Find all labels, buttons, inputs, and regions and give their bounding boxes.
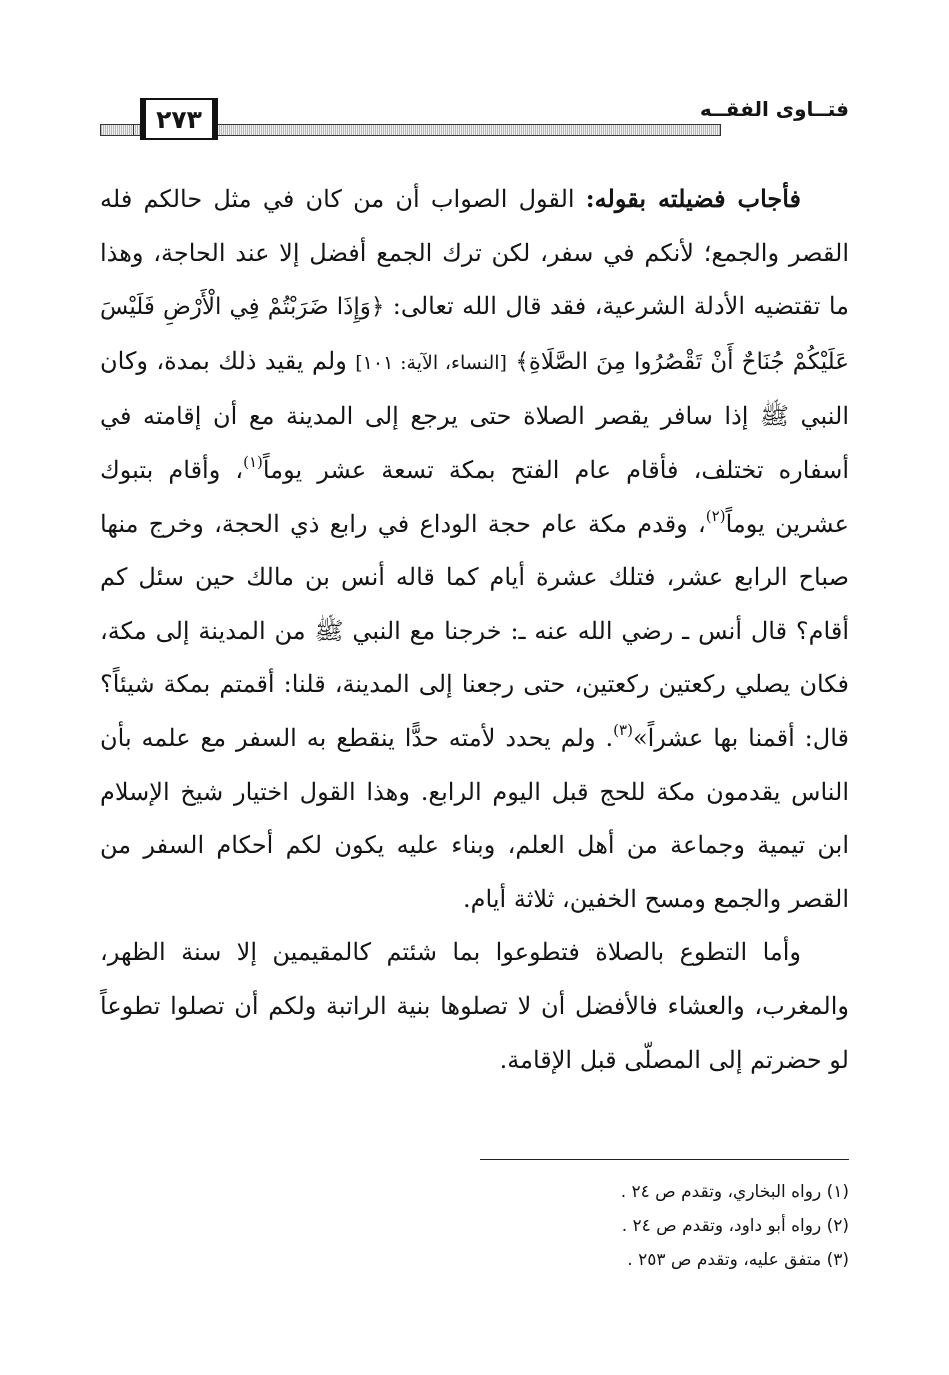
footnote-1: (١) رواه البخاري، وتقدم ص ٢٤ . bbox=[620, 1182, 849, 1202]
footnotes bbox=[100, 1175, 849, 1277]
footnote-3: (٣) متفق عليه، وتقدم ص ٢٥٣ . bbox=[627, 1250, 849, 1270]
header-ornament-bar-left bbox=[100, 124, 134, 136]
answer-text-d: ، وقدم مكة عام حجة الوداع في رابع ذي الحجة، وخرج منها صباح الرابع عشر، فتلك عشرة أيام كما قاله أنس بن مالك حين سئل كم أقام؟ قال أنس ـ رضي الله عنه ـ: خرجنا مع النبي ﷺ من المدينة إلى مكة، فكان يصلي ركعتين ركعتين، حتى رجعنا إلى المدينة، قلنا: أقمتم بمكة شيئاً؟ قال: أقمنا بها عشراً» bbox=[100, 509, 849, 752]
footnote-marker-3[interactable]: (٣) bbox=[613, 720, 633, 739]
fatwa-answer-text bbox=[100, 172, 849, 1087]
answer-paragraph-2: وأما التطوع بالصلاة فتطوعوا بما شئتم كالمقيمين إلا سنة الظهر، والمغرب، والعشاء فالأفضل أن لا تصلوها بنية الراتبة ولكم أن تصلوا تطوعاً لو حضرتم إلى المصلّى قبل الإقامة. bbox=[100, 938, 849, 1074]
footnote-marker-2[interactable]: (٢) bbox=[705, 506, 726, 525]
answer-text-b: ولم يقيد ذلك بمدة، وكان النبي ﷺ إذا سافر يقصر الصلاة حتى يرجع إلى المدينة مع أن إقامته في أسفاره تختلف، فأقام عام الفتح بمكة تسعة عشر يوماً bbox=[100, 346, 849, 484]
footnote-separator bbox=[480, 1159, 849, 1160]
answer-text-e: . ولم يحدد لأمته حدًّا ينقطع به السفر مع علمه بأن الناس يقدمون مكة للحج قبل اليوم الرابع. وهذا القول اختيار شيخ الإسلام ابن تيمية وجماعة من أهل العلم، وبناء عليه يكون لكم أحكام السفر من القصر والجمع ومسح الخفين، ثلاثة أيام. bbox=[100, 723, 849, 913]
answer-text-a: القول الصواب أن من كان في مثل حالكم فله القصر والجمع؛ لأنكم في سفر، لكن ترك الجمع أفضل إلا عند الحاجة، وهذا ما تقتضيه الأدلة الشرعية، فقد قال الله تعالى: bbox=[100, 185, 849, 321]
answer-paragraph-1 bbox=[100, 172, 849, 926]
page-number: ٢٧٣ bbox=[140, 98, 218, 140]
footnote-2: (٢) رواه أبو داود، وتقدم ص ٢٤ . bbox=[621, 1216, 849, 1236]
answer-lead: فأجاب فضيلته بقوله: bbox=[585, 184, 802, 213]
running-header-title: فتــاوى الفقــه bbox=[699, 97, 849, 121]
verse-reference: [النساء، الآية: ١٠١] bbox=[355, 351, 507, 374]
quran-verse: ﴿وَإِذَا ضَرَبْتُمْ فِي الْأَرْضِ فَلَيْسَ عَلَيْكُمْ جُنَاحٌ أَنْ تَقْصُرُوا مِنَ الصَّلَاةِ﴾ bbox=[100, 294, 850, 375]
answer-text-c: ، وأقام بتبوك عشرين يوماً bbox=[100, 455, 849, 538]
footnote-marker-1[interactable]: (١) bbox=[243, 452, 263, 471]
